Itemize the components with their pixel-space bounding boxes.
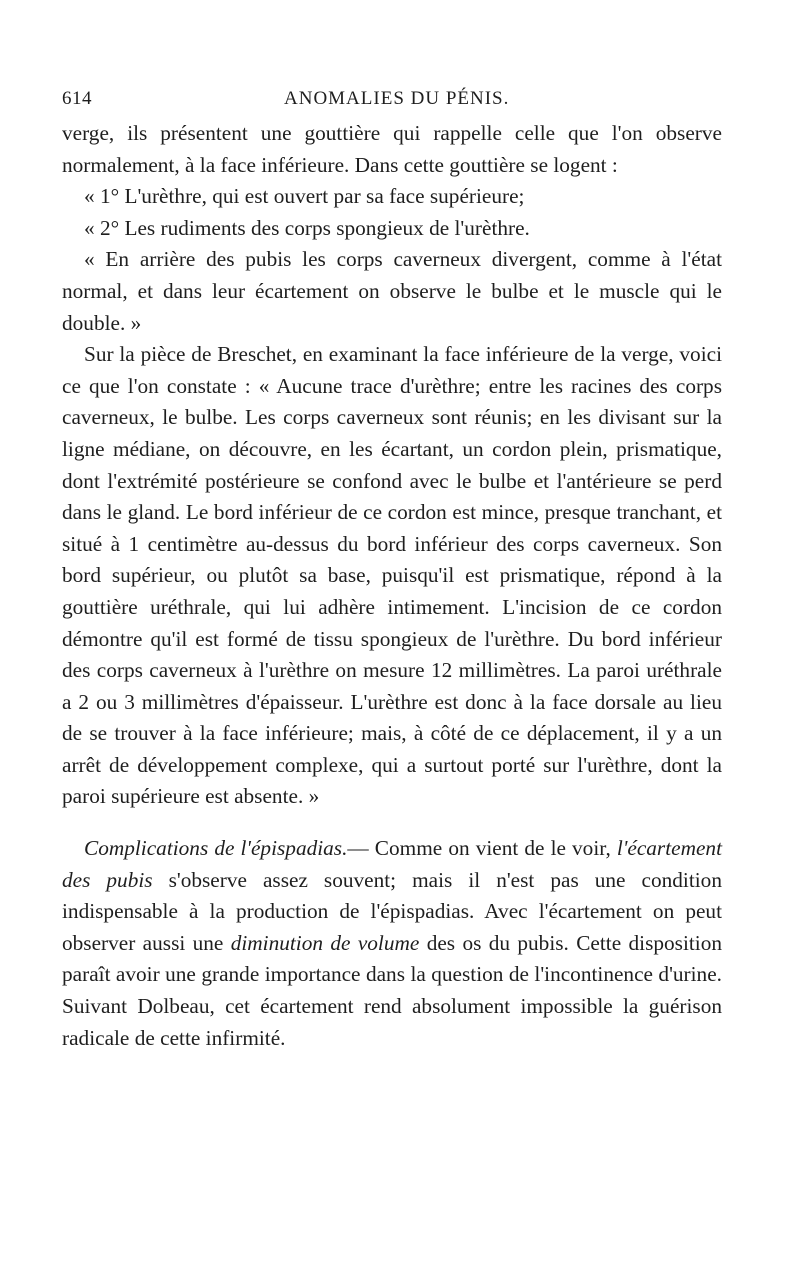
paragraph-text-part-1: s'observe assez souvent; mais il n'est pas une condition indispensable à la production de l'épispadias. Avec l'écartement on peut observer aussi une [62,867,722,955]
running-title: ANOMALIES DU PÉNIS. [284,88,510,109]
heading-dash-text: — Comme on vient de le voir, [347,836,617,861]
paragraph-quote-item-1: « 1° L'urèthre, qui est ouvert par sa face supérieure; [84,184,525,209]
body-text [62,118,722,1054]
paragraph-complications [62,833,722,1054]
paragraph-quote-item-2: « 2° Les rudiments des corps spongieux de l'urèthre. [84,215,530,240]
section-heading: Complications de l'épispadias. [84,836,348,861]
paragraph-text-part-2: des os du pubis. Cette disposition paraît avoir une grande importance dans la question de l'incontinence d'urine. Suivant Dolbeau, cet écartement rend absolument impossible la guérison radicale de cette infirmité. [62,930,722,1050]
paragraph-quote-end: « En arrière des pubis les corps caverneux divergent, comme à l'état normal, et dans leur écartement on observe le bulbe et le muscle qui le double. » [62,247,722,335]
emphasis-diminution: diminution de volume [230,930,420,955]
page-number: 614 [62,88,92,109]
running-head [62,88,722,112]
emphasis-ecartement: l'écartement des pubis [62,836,722,892]
paragraph-continuation: verge, ils présentent une gouttière qui rappelle celle que l'on observe normalement, à la face inférieure. Dans cette gouttière se logent : [62,121,722,177]
paragraph-breschet: Sur la pièce de Breschet, en examinant la face inférieure de la verge, voici ce que l'on constate : « Aucune trace d'urèthre; entre les racines des corps caverneux, le bulbe. Les corps caverneux sont réunis; en les divisant sur la ligne médiane, on découvre, en les écartant, un cordon plein, prismatique, dont l'extrémité postérieure se confond avec le bulbe et l'antérieure se perd dans le gland. Le bord inférieur de ce cordon est mince, presque tranchant, et situé à 1 centimètre au-dessus du bord inférieur des corps caverneux. Son bord supérieur, ou plutôt sa base, puisqu'il est prismatique, répond à la gouttière uréthrale, qui lui adhère intimement. L'incision de ce cordon démontre qu'il est formé de tissu spongieux de l'urèthre. Du bord inférieur des corps caverneux à l'urèthre on mesure 12 millimètres. La paroi uréthrale a 2 ou 3 millimètres d'épaisseur. L'urèthre est donc à la face dorsale au lieu de se trouver à la face inférieure; mais, à côté de ce déplacement, il y a un arrêt de développement complexe, qui a surtout porté sur l'urèthre, dont la paroi supérieure est absente. » [62,342,722,809]
